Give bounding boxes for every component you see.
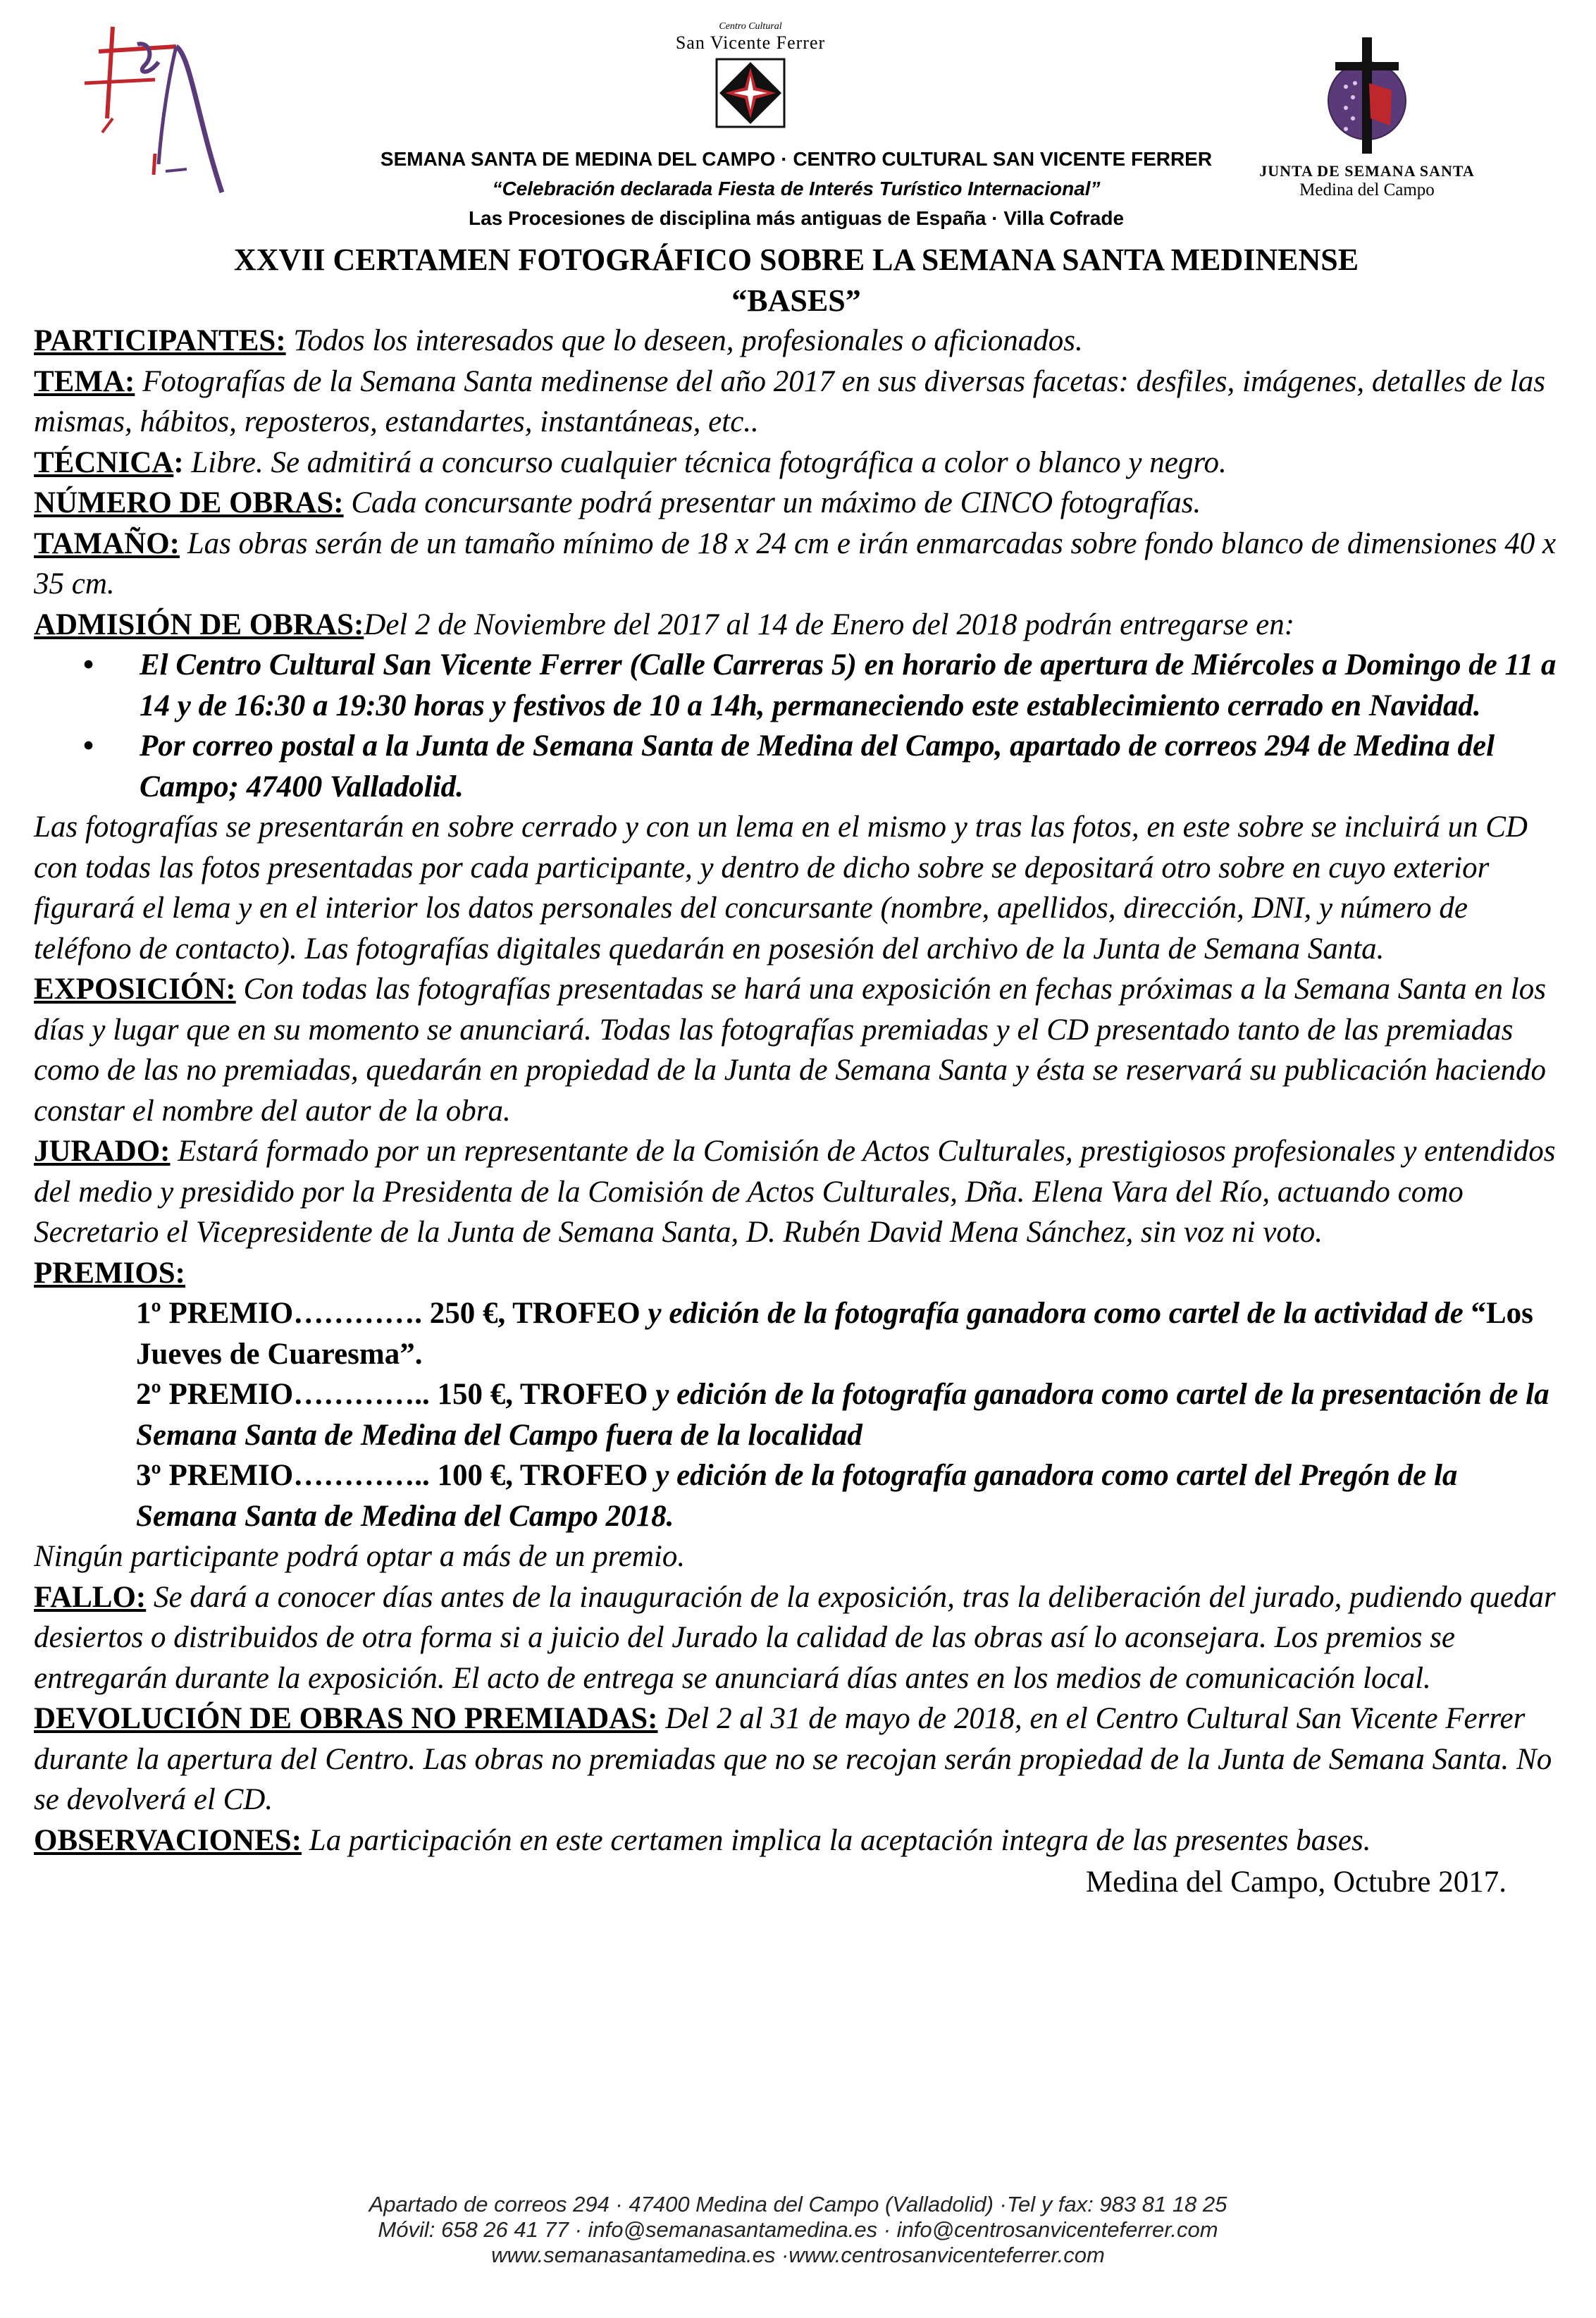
org-line-3: Las Procesiones de disciplina más antiguas de España · Villa Cofrade (468, 207, 1125, 229)
document-body (34, 321, 1563, 1903)
section-tamano (34, 524, 1563, 605)
list-item-text: El Centro Cultural San Vicente Ferrer (Calle Carreras 5) en horario de apertura de Miércoles a Domingo de 11 a 14 y de 16:30 a 19:30 horas y festivos de 10 a 14h, permaneciendo este establecimiento cerrado en Navidad. (140, 648, 1557, 722)
section-text: Se dará a conocer días antes de la inauguración de la exposición, tras la deliberación del jurado, pudiendo quedar desiertos o distribuidos de otra forma si a juicio del Jurado la calidad de las obras así lo aconsejara. Los premios se entregarán durante la exposición. El acto de entrega se anunciará días antes en los medios de comunicación local. (34, 1580, 1556, 1695)
section-devolucion (34, 1699, 1563, 1820)
contact-footer (211, 2192, 1385, 2268)
section-tema (34, 362, 1563, 443)
section-text: Del 2 al 31 de mayo de 2018, en el Centro Cultural San Vicente Ferrer durante la apertura del Centro. Las obras no premiadas que no se recojan serán propiedad de la Junta de Semana Santa. No se devolverá el CD. (34, 1702, 1552, 1816)
section-text: Con todas las fotografías presentadas se hará una exposición en fechas próximas a la Semana Santa en los días y lugar que en su momento se anunciará. Todas las fotografías premiadas y el CD presentado tanto de las premiadas como de las no premiadas, quedarán en propiedad de la Junta de Semana Santa y ésta se reservará su publicación haciendo constar el nombre del autor de la obra. (34, 973, 1547, 1128)
section-text: Del 2 de Noviembre del 2017 al 14 de Enero del 2018 podrán entregarse en: (364, 608, 1295, 641)
prize-description: y edición de la fotografía ganadora como cartel de la presentación de la Semana Santa de Medina del Campo fuera de la localidad (136, 1378, 1549, 1452)
cross-shield-icon (1321, 34, 1413, 157)
section-label: DEVOLUCIÓN DE OBRAS NO PREMIADAS: (34, 1702, 658, 1735)
list-item-text: Por correo postal a la Junta de Semana Santa de Medina del Campo, apartado de correos 294 de Medina del Campo; 47400 Valladolid. (140, 729, 1495, 803)
section-text: Las obras serán de un tamaño mínimo de 18 x 24 cm e irán enmarcadas sobre fondo blanco de dimensiones 40 x 35 cm. (34, 526, 1557, 600)
admission-details: Las fotografías se presentarán en sobre cerrado y con un lema en el mismo y tras las fotos, en este sobre se incluirá un CD con todas las fotos presentadas por cada participante, y dentro de dicho sobre se depositará otro sobre en cuyo exterior figurará el lema y en el interior los datos personales del concursante (nombre, apellidos, dirección, DNI, y número de teléfono de contacto). Las fotografías digitales quedarán en posesión del archivo de la Junta de Semana Santa. (34, 810, 1528, 966)
junta-logo-subtitle: Medina del Campo (1299, 180, 1435, 199)
centro-cultural-logo (659, 21, 842, 134)
prize-note: Ningún participante podrá optar a más de un premio. (34, 1540, 686, 1573)
bullet-icon: • (83, 648, 94, 682)
section-admision (34, 605, 1563, 646)
section-label: PREMIOS: (34, 1256, 185, 1290)
section-text: La participación en este certamen implica la aceptación integra de las presentes bases. (302, 1823, 1371, 1857)
section-observaciones (34, 1820, 1563, 1861)
junta-semana-santa-logo (1247, 34, 1487, 217)
prize-description: y edición de la fotografía ganadora como cartel de la actividad de (640, 1297, 1471, 1330)
admission-list (34, 645, 1563, 807)
section-label: NÚMERO DE OBRAS: (34, 486, 344, 519)
section-label: PARTICIPANTES: (34, 324, 286, 357)
prize-head: 3º PREMIO………….. 100 €, TROFEO (136, 1459, 648, 1492)
section-exposicion (34, 969, 1563, 1131)
section-text: Libre. Se admitirá a concurso cualquier técnica fotográfica a color o blanco y negro. (183, 445, 1227, 479)
org-line-1: SEMANA SANTA DE MEDINA DEL CAMPO · CENTRO CULTURAL SAN VICENTE FERRER (380, 148, 1213, 170)
prize-head: 2º PREMIO………….. 150 €, TROFEO (136, 1378, 648, 1411)
prize-second (34, 1374, 1563, 1455)
section-label: EXPOSICIÓN: (34, 973, 236, 1006)
bullet-icon: • (83, 729, 94, 763)
section-label: OBSERVACIONES: (34, 1823, 302, 1857)
section-fallo (34, 1577, 1563, 1699)
list-item (83, 645, 1563, 726)
semana-santa-emblem-logo (70, 13, 236, 199)
section-label: TEMA: (34, 364, 135, 398)
section-text: Estará formado por un representante de la Comisión de Actos Culturales, prestigiosos profesionales y entendidos del medio y presidido por la Presidenta de la Comisión de Actos Culturales, Dña. Elena Vara del Río, actuando como Secretario el Vicepresidente de la Junta de Semana Santa, D. Rubén David Mena Sánchez, sin voz ni voto. (34, 1135, 1556, 1249)
signature-place-date: Medina del Campo, Octubre 2017. (1085, 1866, 1507, 1899)
section-text: Todos los interesados que lo deseen, profesionales o aficionados. (285, 324, 1083, 357)
prize-first (34, 1293, 1563, 1374)
document-title (85, 240, 1508, 321)
org-line-2: “Celebración declarada Fiesta de Interés Turístico Internacional” (492, 178, 1101, 199)
logo-name: San Vicente Ferrer (675, 32, 826, 53)
section-participantes (34, 321, 1563, 362)
organization-header (317, 144, 1275, 233)
footer-contact: Móvil: 658 26 41 77 · info@semanasantamedina.es · info@centrosanvicenteferrer.com (378, 2217, 1218, 2242)
prize-head: 1º PREMIO…………. 250 €, TROFEO (136, 1297, 641, 1330)
section-premios (34, 1253, 1563, 1294)
section-text: Cada concursante podrá presentar un máximo de CINCO fotografías. (343, 486, 1201, 519)
title-line-1: XXVII CERTAMEN FOTOGRÁFICO SOBRE LA SEMANA SANTA MEDINENSE (233, 242, 1359, 277)
section-label: TAMAÑO: (34, 526, 180, 560)
prize-tail: “Los Jueves de Cuaresma”. (136, 1297, 1533, 1371)
section-numero-obras (34, 483, 1563, 524)
section-text: Fotografías de la Semana Santa medinense del año 2017 en sus diversas facetas: desfiles, imágenes, detalles de las mismas, hábitos, reposteros, estandartes, instantáneas, etc.. (34, 364, 1545, 438)
section-label: ADMISIÓN DE OBRAS: (34, 608, 364, 641)
section-label: JURADO: (34, 1135, 171, 1168)
footer-websites: www.semanasantamedina.es ·www.centrosanvicenteferrer.com (491, 2243, 1105, 2267)
title-line-2: “BASES” (731, 283, 861, 318)
list-item (83, 726, 1563, 807)
prize-third (34, 1455, 1563, 1536)
section-tecnica (34, 443, 1563, 483)
footer-address: Apartado de correos 294 · 47400 Medina del Campo (Valladolid) ·Tel y fax: 983 81 18 25 (369, 2192, 1227, 2217)
section-label: FALLO: (34, 1580, 147, 1614)
section-label: TÉCNICA (34, 445, 174, 479)
dominican-cross-icon (715, 58, 786, 128)
prize-description: y edición de la fotografía ganadora como cartel del Pregón de la Semana Santa de Medina del Campo 2018. (136, 1459, 1458, 1533)
logo-small-caption: Centro Cultural (719, 21, 782, 32)
junta-logo-title: JUNTA DE SEMANA SANTA (1259, 162, 1475, 180)
section-colon: : (173, 445, 184, 479)
section-jurado (34, 1131, 1563, 1253)
